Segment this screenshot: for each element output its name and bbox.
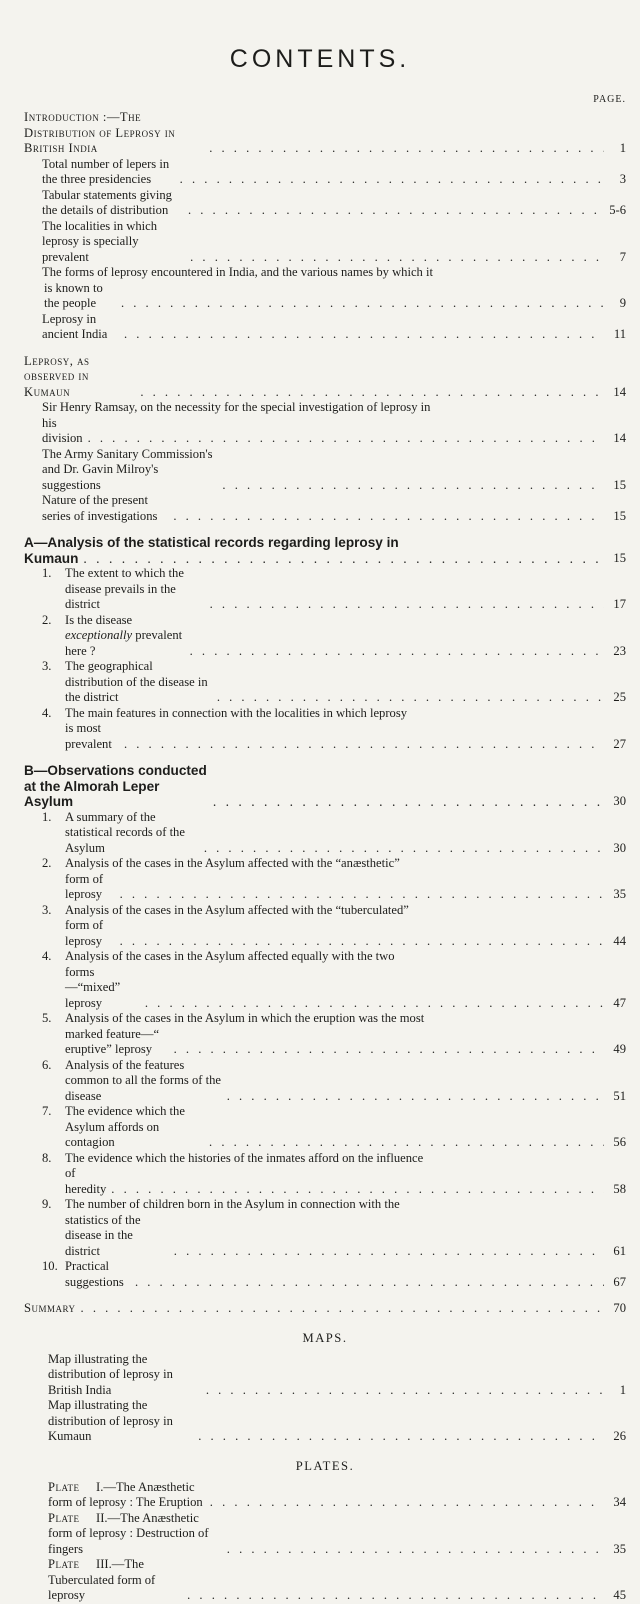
- leader-dots: [208, 794, 604, 810]
- toc-line: [65, 872, 626, 903]
- toc-entry-page: 11: [613, 327, 626, 341]
- toc-entry-page: 49: [613, 1042, 626, 1056]
- leader-dots: [135, 385, 604, 401]
- toc-entry-label: [42, 949, 395, 965]
- toc-entry[interactable]: [42, 447, 626, 494]
- leader-dots: [168, 509, 604, 525]
- toc-entry-label: [48, 1511, 222, 1558]
- leader-dots: [78, 551, 604, 567]
- toc-entry[interactable]: [42, 1150, 626, 1198]
- leader-dots: [185, 250, 604, 266]
- toc-entry-map[interactable]: [48, 1398, 626, 1445]
- toc-entry-label: [42, 612, 185, 660]
- plate-label: Plate: [48, 1479, 80, 1494]
- toc-entry-label: Is the disease: [65, 612, 133, 627]
- toc-line: [42, 157, 626, 343]
- toc-entry-label: The evidence which the histories of the inmates afford on the influence: [65, 1150, 424, 1165]
- toc-entry-label: Leprosy, as observed in Kumaun: [24, 353, 90, 399]
- toc-entry[interactable]: [42, 265, 626, 312]
- toc-entry-page: 3: [619, 172, 626, 186]
- toc-line: [42, 902, 626, 919]
- toc-line: [42, 400, 626, 416]
- toc-entry-page: 25: [613, 690, 626, 704]
- item-number: 10.: [42, 1259, 58, 1273]
- leader-dots: [199, 841, 604, 857]
- leader-dots: [115, 887, 604, 903]
- item-number: 4.: [42, 949, 52, 963]
- toc-entry-label: [42, 1259, 130, 1290]
- toc-entry-label: A—Analysis of the statistical records regarding leprosy in: [24, 535, 399, 550]
- leader-dots: [115, 934, 604, 950]
- leader-dots: [119, 737, 604, 753]
- toc-entry-label: prevalent here ?: [65, 628, 183, 658]
- toc-entry[interactable]: [42, 312, 626, 343]
- toc-section-a[interactable]: [24, 535, 626, 566]
- toc-entry-label: [42, 1150, 424, 1167]
- toc-entry-label: [42, 809, 199, 857]
- leader-dots: [169, 1042, 604, 1058]
- toc-entry-label: B—Observations conducted at the Almorah Leper Asylum: [24, 763, 207, 809]
- leader-dots: [205, 1495, 604, 1511]
- toc-entry[interactable]: [42, 809, 626, 857]
- item-number: 3.: [42, 902, 52, 917]
- toc-entry-label: The number of children born in the Asylum in connection with the: [65, 1197, 400, 1211]
- toc-entry-label: Analysis of the cases in the Asylum affected with the “anæsthetic”: [65, 856, 400, 870]
- toc-entry-label: [42, 1057, 222, 1105]
- leader-dots: [169, 1244, 604, 1260]
- maps-heading: MAPS.: [302, 1330, 348, 1345]
- toc-entry-page: 7: [619, 249, 626, 264]
- item-number: 1.: [42, 809, 52, 824]
- toc-line: [65, 1166, 626, 1197]
- toc-entry-page: 1: [619, 141, 626, 155]
- toc-entry-label: The Army Sanitary Commission's and Dr. Gavin Milroy's suggestions: [42, 446, 213, 492]
- toc-entry-label: Map illustrating the distribution of leprosy in Kumaun: [48, 1398, 173, 1443]
- toc-entry-page: 30: [613, 840, 626, 855]
- leader-dots: [182, 1588, 604, 1604]
- toc-entry[interactable]: [42, 949, 626, 1011]
- toc-entry[interactable]: [42, 400, 626, 447]
- toc-entry-page: 14: [613, 384, 626, 399]
- toc-entry-page: 67: [613, 1274, 626, 1289]
- toc-entry[interactable]: [42, 1057, 626, 1105]
- toc-entry-label: The geographical distribution of the disease in the district: [65, 659, 208, 704]
- leader-dots: [83, 431, 604, 447]
- toc-line: [65, 1027, 626, 1058]
- toc-entry-label: Summary: [24, 1301, 76, 1315]
- item-number: 5.: [42, 1011, 52, 1025]
- toc-line: [24, 1352, 626, 1445]
- toc-line: [42, 810, 626, 1291]
- toc-entry-page: 44: [613, 933, 626, 948]
- toc-entry[interactable]: [42, 612, 626, 660]
- toc-entry-page: 27: [613, 736, 626, 751]
- toc-entry-label: Analysis of the cases in the Asylum in which the eruption was the most: [65, 1011, 425, 1025]
- toc-entry-page: 45: [613, 1588, 626, 1602]
- toc-entry-page: 23: [613, 643, 626, 658]
- toc-entry-label: Analysis of the cases in the Asylum affected with the “tuberculated”: [65, 902, 409, 917]
- toc-entry[interactable]: [42, 659, 626, 706]
- toc-entry-page: 9: [619, 296, 626, 310]
- toc-entry-label: Leprosy in ancient India: [42, 311, 108, 341]
- toc-line: [42, 265, 626, 281]
- toc-entry-label: Kumaun: [24, 550, 79, 566]
- page-title: CONTENTS.: [229, 44, 411, 73]
- toc-entry-label: his division: [42, 415, 83, 445]
- toc-entry-page: 17: [613, 597, 626, 611]
- leader-dots: [204, 141, 604, 157]
- toc-entry-page: 15: [613, 508, 626, 523]
- toc-entry-label: II.: [96, 1510, 108, 1525]
- toc-entry-label: [42, 856, 400, 872]
- toc-entry-page: 1: [619, 1382, 626, 1397]
- toc-entry-label: Map illustrating the distribution of leprosy in British India: [48, 1351, 173, 1397]
- toc-entry-introduction[interactable]: [24, 110, 626, 157]
- toc-entry-label: Sir Henry Ramsay, on the necessity for the special investigation of leprosy in: [42, 400, 431, 414]
- item-number: 6.: [42, 1057, 52, 1072]
- toc-line: [42, 705, 626, 722]
- toc-entry-page: 51: [613, 1088, 626, 1103]
- item-number: 2.: [42, 612, 52, 627]
- toc-entry-plate[interactable]: [48, 1557, 626, 1604]
- toc-entry-page: 30: [613, 794, 626, 808]
- toc-entry[interactable]: [42, 157, 626, 188]
- item-number: 2.: [42, 856, 52, 870]
- item-number: 4.: [42, 705, 52, 720]
- toc-line: [42, 856, 626, 872]
- toc-entry-label: —The Tuberculated form of leprosy: [48, 1557, 156, 1602]
- toc-entry-label: The extent to which the disease prevails in the district: [65, 566, 184, 611]
- toc-line: [42, 1197, 626, 1213]
- toc-entry-label: The forms of leprosy encountered in India, and the various names by which it: [42, 265, 433, 279]
- toc-entry-label: The localities in which leprosy is specially prevalent: [42, 218, 158, 264]
- toc-entry[interactable]: [42, 219, 626, 266]
- toc-entry-page: 47: [613, 995, 626, 1010]
- toc-entry-label: forms—“mixed” leprosy: [65, 964, 121, 1010]
- toc-entry-page: 34: [613, 1495, 626, 1509]
- toc-entry-label: [42, 1011, 425, 1027]
- leader-dots: [175, 172, 604, 188]
- toc-entry-page: 56: [613, 1135, 626, 1149]
- toc-entry[interactable]: [42, 856, 626, 903]
- toc-entry-page: 70: [613, 1301, 626, 1315]
- toc-entry-page: 14: [613, 431, 626, 445]
- leader-dots: [193, 1429, 604, 1445]
- plate-label: Plate: [48, 1510, 80, 1525]
- leader-dots: [204, 1135, 604, 1151]
- toc-entry-label: [42, 1197, 400, 1213]
- leader-dots: [222, 1542, 604, 1558]
- toc-section-b[interactable]: [24, 763, 626, 810]
- toc-entry[interactable]: [42, 1011, 626, 1058]
- toc-entry-label: Analysis of the features common to all the forms of the disease: [65, 1057, 221, 1103]
- toc-entry-page: 15: [613, 550, 626, 565]
- toc-line: [65, 1213, 626, 1260]
- toc-entry-label: The main features in connection with the localities in which leprosy: [65, 705, 408, 720]
- toc-entry-label: Practical suggestions: [65, 1259, 124, 1289]
- toc-entry-page: 35: [613, 887, 626, 901]
- toc-entry-label: of heredity: [65, 1166, 107, 1196]
- toc-entry[interactable]: [42, 705, 626, 753]
- toc-entry-summary[interactable]: [24, 1301, 626, 1317]
- leader-dots: [76, 1301, 604, 1317]
- leader-dots: [140, 996, 604, 1012]
- toc-entry-label: exceptionally: [65, 628, 133, 642]
- toc-entry-label: The evidence which the Asylum affords on contagion: [65, 1104, 185, 1149]
- leader-dots: [130, 1275, 604, 1291]
- item-number: 3.: [42, 659, 52, 673]
- toc-entry[interactable]: [42, 1259, 626, 1290]
- toc-line: [42, 400, 626, 524]
- plate-label: Plate: [48, 1557, 80, 1571]
- leader-dots: [116, 296, 604, 312]
- toc-entry-page: 35: [613, 1541, 626, 1556]
- item-number: 1.: [42, 566, 52, 580]
- toc-entry-label: —The Anæsthetic form of leprosy : The Eruption: [48, 1479, 203, 1509]
- toc-entry-plate[interactable]: [48, 1480, 626, 1511]
- toc-entry-label: A summary of the statistical records of the Asylum: [65, 809, 185, 855]
- leader-dots: [201, 1383, 604, 1399]
- toc-entry-label: [42, 902, 409, 919]
- toc-entry-label: [42, 705, 408, 722]
- leader-dots: [185, 644, 604, 660]
- toc-line: [42, 1150, 626, 1167]
- toc-entry-label: [48, 1557, 182, 1604]
- toc-line: [65, 918, 626, 949]
- toc-entry-label: is known to the people: [44, 280, 103, 310]
- item-number: 7.: [42, 1104, 52, 1118]
- page-column-header: PAGE.: [593, 94, 626, 105]
- toc-entry-label: I.: [96, 1479, 104, 1494]
- toc-entry-label: form of leprosy: [65, 918, 104, 948]
- leader-dots: [119, 327, 604, 343]
- toc-line: [65, 721, 626, 752]
- toc-entry-label: Analysis of the cases in the Asylum affected equally with the two: [65, 949, 395, 963]
- toc-entry[interactable]: [42, 566, 626, 613]
- toc-entry[interactable]: [42, 1197, 626, 1259]
- toc-line: [42, 1011, 626, 1027]
- table-of-contents: [24, 110, 626, 1604]
- toc-entry-label: [42, 659, 212, 706]
- item-number: 9.: [42, 1197, 52, 1211]
- toc-entry-label: Introduction :—The Distribution of Leprosy in British India: [24, 110, 176, 155]
- item-number: 8.: [42, 1150, 52, 1165]
- toc-entry-label: is most prevalent: [65, 721, 112, 751]
- toc-entry-page: 5-6: [609, 203, 626, 217]
- toc-line: [42, 281, 626, 312]
- toc-entry-plate[interactable]: [48, 1511, 626, 1558]
- toc-entry-page: 15: [613, 477, 626, 492]
- toc-entry-label: Nature of the present series of investigations: [42, 493, 158, 523]
- toc-line: [24, 1480, 626, 1604]
- plates-heading: PLATES.: [295, 1458, 355, 1473]
- toc-entry-label: statistics of the disease in the district: [65, 1212, 141, 1258]
- toc-line: [24, 535, 626, 551]
- toc-line: [42, 566, 626, 752]
- toc-entry-page: 61: [613, 1243, 626, 1258]
- toc-entry-label: Tabular statements giving the details of distribution: [42, 187, 172, 217]
- toc-entry-label: Total number of lepers in the three presidencies: [42, 156, 170, 186]
- toc-entry-map[interactable]: [48, 1352, 626, 1399]
- toc-entry-label: form of leprosy: [65, 871, 104, 901]
- toc-line: [42, 949, 626, 965]
- toc-entry-label: III.: [96, 1557, 112, 1571]
- leader-dots: [212, 690, 604, 706]
- leader-dots: [217, 478, 604, 494]
- toc-entry-page: 26: [613, 1429, 626, 1443]
- toc-entry[interactable]: [42, 902, 626, 950]
- toc-entry[interactable]: [42, 188, 626, 219]
- toc-line: [65, 965, 626, 1012]
- toc-line: [24, 551, 626, 567]
- toc-entry-label: marked feature—“ eruptive” leprosy: [65, 1026, 160, 1056]
- toc-entry[interactable]: [42, 1104, 626, 1151]
- leader-dots: [205, 597, 604, 613]
- toc-entry-label: [48, 1480, 205, 1511]
- toc-entry-page: 58: [613, 1181, 626, 1196]
- toc-entry-label: [42, 1104, 204, 1151]
- leader-dots: [106, 1182, 604, 1198]
- toc-entry-label: [42, 566, 205, 613]
- toc-entry-label: —The Anæsthetic form of leprosy : Destruction of fingers: [48, 1510, 209, 1556]
- toc-entry[interactable]: [42, 493, 626, 524]
- leader-dots: [183, 203, 604, 219]
- toc-entry-kumaun[interactable]: [24, 354, 626, 401]
- leader-dots: [222, 1089, 604, 1105]
- toc-line: [42, 416, 626, 447]
